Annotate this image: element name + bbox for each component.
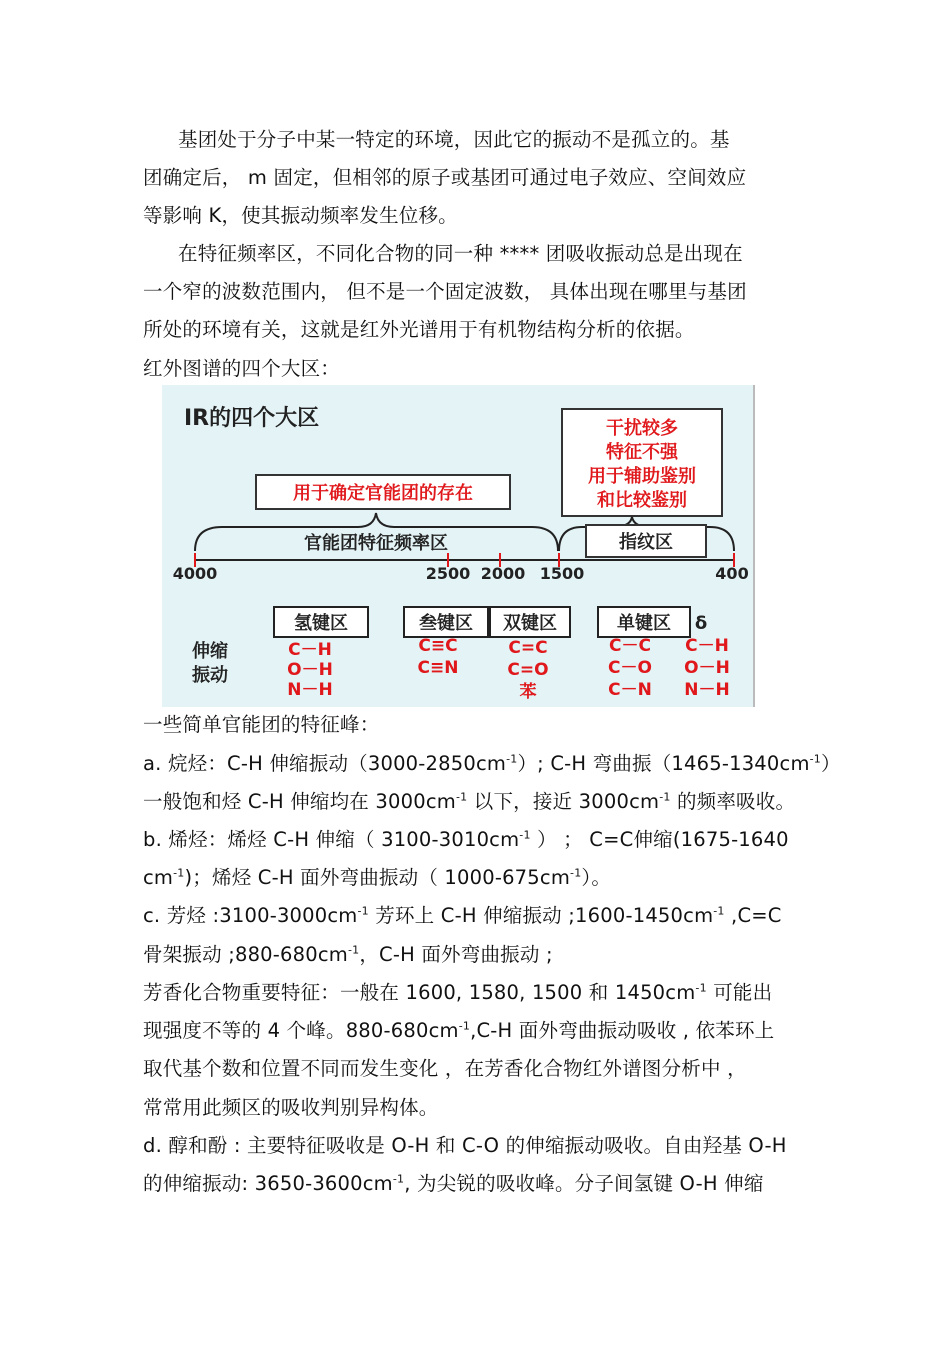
zone-label-double: 双键区 — [503, 613, 557, 634]
interference-line-3: 用于辅助鉴别 — [588, 466, 696, 487]
diagram-title: IR的四个大区 — [184, 406, 320, 431]
tick-label-400: 400 — [715, 564, 749, 583]
para1-line1: 基团处于分子中某一特定的环境，因此它的振动不是孤立的。基 — [178, 128, 730, 151]
para2-line3: 所处的环境有关，这就是红外光谱用于有机物结构分析的依据。 — [143, 318, 695, 341]
tick-label-2500: 2500 — [425, 564, 471, 583]
tick-label-2000: 2000 — [480, 564, 526, 583]
functional-purpose-text: 用于确定官能团的存在 — [293, 483, 473, 504]
ir-diagram-svg — [162, 385, 772, 707]
alkane-line-2: 一般饱和烃 C-H 伸缩均在 $3000cm^{-1}$ 以下，接近 $3000cm^{-1}$ 的频率吸收。 — [143, 790, 796, 813]
interference-line-4: 和比较鉴别 — [597, 490, 687, 511]
zone-label-single: 单键区 — [617, 613, 671, 634]
aromatic-feature-line-3: 取代基个数和位置不同而发生变化 ，在芳香化合物红外谱图分析中 ， — [143, 1057, 747, 1080]
zone-label-hydrogen: 氢键区 — [294, 613, 348, 634]
para2-line1: 在特征频率区，不同化合物的同一种 **** 团吸收振动总是出现在 — [178, 242, 743, 265]
double-bond-1: C=C — [508, 638, 548, 658]
alkane-line-1: a. 烷烃：C-H 伸缩振动$(3000-2850cm^{-1})$; C-H 弯曲振$(1465-1340cm^{-1})$ — [143, 752, 841, 775]
section-ir-title: 红外图谱的四个大区： — [143, 357, 341, 380]
single-bond-a-3: C－N — [608, 680, 652, 700]
aromatic-feature-line-4: 常常用此频区的吸收判别异构体。 — [143, 1096, 439, 1119]
functional-region-label: 官能团特征频率区 — [304, 533, 448, 554]
para2-line2: 一个窄的波数范围内， 但不是一个固定波数， 具体出现在哪里与基团 — [143, 280, 747, 303]
tick-label-4000: 4000 — [172, 564, 218, 583]
stretch-label-1: 伸缩 — [192, 641, 228, 662]
stretch-label-2: 振动 — [192, 665, 228, 686]
aromatic-feature-line-2: 现强度不等的 4 个峰。$880-680cm^{-1},C-H$ 面外弯曲振动吸收 , 依苯环上 — [143, 1019, 775, 1042]
alkene-line-1: b. 烯烃：烯烃 C-H 伸缩（ $3100-3010cm^{-1}$ ） ； C=C伸缩(1675-1640 — [143, 828, 789, 851]
aromatic-feature-line-1: 芳香化合物重要特征：一般在 1600, 1580, 1500 和 $1450cm^{-1}$ 可能出 — [143, 981, 773, 1004]
single-bond-a-2: C－O — [608, 658, 652, 678]
alcohol-line-2: 的伸缩振动: $3650-3600cm^{-1}$, 为尖锐的吸收峰。分子间氢键 O-H 伸缩 — [143, 1172, 764, 1195]
zone-extra-mark: δ — [694, 613, 708, 634]
alcohol-line-1: d. 醇和酚 : 主要特征吸收是 O-H 和 C-O 的伸缩振动吸收。自由羟基 O-H — [143, 1134, 787, 1157]
alkene-line-2: $cm^{-1}$)；烯烃 C-H 面外弯曲振动（ $1000-675cm^{-1}$）。 — [143, 866, 612, 889]
single-bond-b-2: O－H — [684, 658, 730, 678]
aromatic-line-2: 骨架振动 $;880-680cm^{-1}$，C-H 面外弯曲振动 ; — [143, 943, 553, 966]
triple-bond-2: C≡N — [417, 658, 459, 678]
tick-label-1500: 1500 — [539, 564, 585, 583]
zone-label-triple: 叁键区 — [419, 613, 473, 634]
para1-line2: 团确定后， m 固定，但相邻的原子或基团可通过电子效应、空间效应 — [143, 166, 747, 189]
double-bond-3: 苯 — [519, 682, 537, 702]
single-bond-b-3: N－H — [684, 680, 730, 700]
hydrogen-bond-1: C－H — [288, 640, 332, 660]
hydrogen-bond-3: N－H — [287, 680, 333, 700]
double-bond-2: C=O — [507, 660, 549, 680]
single-bond-a-1: C－C — [609, 636, 651, 656]
hydrogen-bond-2: O－H — [287, 660, 333, 680]
interference-line-1: 干扰较多 — [606, 418, 678, 439]
triple-bond-1: C≡C — [418, 636, 458, 656]
ir-regions-diagram — [162, 385, 772, 707]
section-peaks-title: 一些简单官能团的特征峰： — [143, 713, 380, 736]
para1-line3: 等影响 K，使其振动频率发生位移。 — [143, 204, 458, 227]
single-bond-b-1: C－H — [685, 636, 729, 656]
aromatic-line-1: c. 芳烃 $:3100-3000cm^{-1}$ 芳环上 C-H 伸缩振动 $;1600-1450cm^{-1}$ ,C=C — [143, 904, 782, 927]
interference-line-2: 特征不强 — [606, 442, 678, 463]
fingerprint-label: 指纹区 — [619, 532, 673, 553]
